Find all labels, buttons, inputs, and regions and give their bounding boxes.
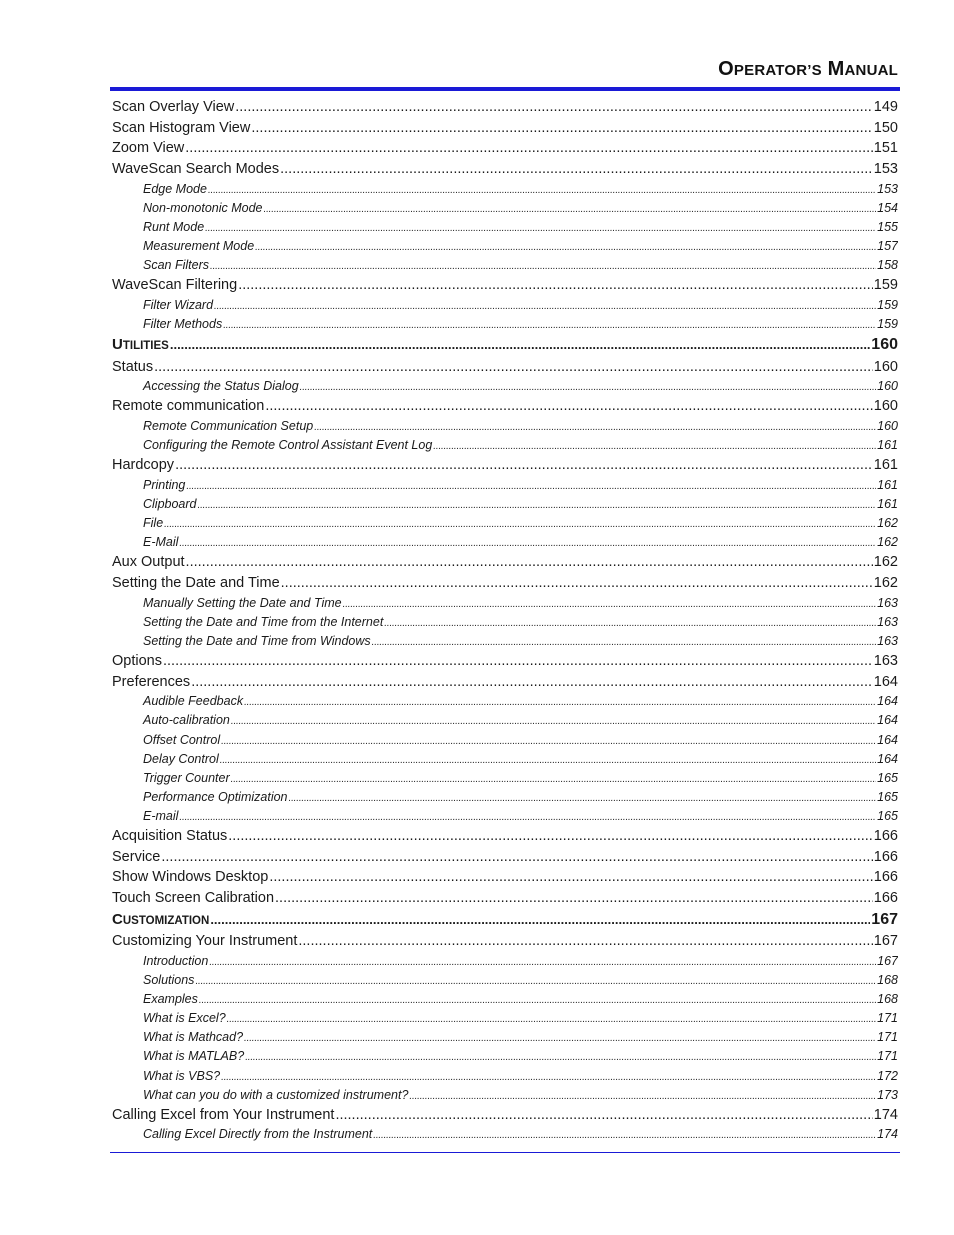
toc-page-number: 150 [873,119,898,136]
toc-subsection-entry[interactable] [112,731,898,750]
toc-page-number: 160 [877,379,898,394]
toc-leader-dots [179,534,876,552]
toc-section-entry[interactable] [112,826,898,847]
toc-leader-dots [265,396,872,417]
toc-section-entry[interactable] [112,847,898,868]
toc-leader-dots [280,159,873,180]
toc-subsection-entry[interactable] [112,990,898,1009]
toc-leader-dots [209,953,876,971]
toc-entry-title: Offset Control [143,732,221,747]
toc-leader-dots [214,297,876,315]
toc-entry-title: Remote communication [112,398,265,415]
toc-entry-title: Setting the Date and Time [112,575,280,591]
toc-page-number: 171 [877,1049,898,1064]
toc-entry-title: Manually Setting the Date and Time [143,595,342,610]
toc-leader-dots [235,97,873,118]
toc-entry-title: Runt Mode [143,219,205,234]
toc-section-entry[interactable] [112,931,898,952]
toc-leader-dots [161,847,872,868]
toc-subsection-entry[interactable] [112,1125,898,1144]
toc-page-number: 153 [873,161,898,178]
toc-page-number: 160 [877,419,898,434]
toc-subsection-entry[interactable] [112,315,898,334]
toc-leader-dots [164,515,876,533]
toc-page-number: 173 [877,1087,898,1102]
toc-subsection-entry[interactable] [112,1028,898,1047]
toc-section-entry[interactable] [112,357,898,378]
toc-section-entry[interactable] [112,275,898,296]
toc-section-entry[interactable] [112,97,898,118]
toc-leader-dots [199,991,876,1009]
toc-leader-dots [198,496,877,514]
page-header-title [110,58,898,81]
toc-page-number: 149 [873,99,898,115]
toc-entry-title: Acquisition Status [112,828,228,844]
toc-leader-dots [238,275,873,296]
toc-page-number: 168 [877,973,898,988]
toc-entry-title: Auto-calibration [143,713,230,728]
toc-subsection-entry[interactable] [112,1067,898,1086]
toc-chapter-entry[interactable] [112,334,898,357]
toc-leader-dots [275,888,873,909]
toc-leader-dots [163,651,873,672]
toc-leader-dots [269,867,872,888]
header-title-part: PERATOR [733,62,808,79]
toc-subsection-entry[interactable] [112,632,898,651]
toc-leader-dots [210,909,870,932]
toc-section-entry[interactable] [112,552,898,573]
toc-leader-dots [195,972,876,990]
toc-section-entry[interactable] [112,651,898,672]
toc-subsection-entry[interactable] [112,256,898,275]
toc-page-number: 154 [877,200,898,215]
toc-page-number: 160 [873,358,898,375]
toc-entry-title: Scan Histogram View [112,119,251,136]
toc-page-number: 162 [873,575,898,591]
toc-subsection-entry[interactable] [112,417,898,436]
toc-section-entry[interactable] [112,672,898,693]
toc-page-number: 165 [877,789,898,804]
toc-entry-title: What is VBS? [143,1068,221,1083]
toc-page-number: 174 [873,1106,898,1123]
toc-page-number: 162 [877,535,898,550]
toc-entry-title: Audible Feedback [143,694,244,709]
toc-leader-dots [191,672,873,693]
toc-entry-title: Edge Mode [143,181,207,196]
toc-leader-dots [409,1087,876,1105]
toc-leader-dots [300,378,877,396]
toc-leader-dots [244,1029,876,1047]
toc-leader-dots [244,693,876,711]
toc-page-number: 164 [873,673,898,690]
toc-entry-title: What can you do with a customized instrument? [143,1087,409,1102]
toc-page-number: 155 [877,219,898,234]
toc-page-number: 160 [871,336,898,354]
toc-leader-dots [228,826,873,847]
toc-section-entry[interactable] [112,455,898,476]
toc-leader-dots [343,595,877,613]
toc-page-number: 159 [877,297,898,312]
toc-entry-title: Customizing Your Instrument [112,933,298,950]
toc-subsection-entry[interactable] [112,296,898,315]
footer-rule [110,1152,900,1153]
toc-page-number: 167 [873,933,898,950]
toc-subsection-entry[interactable] [112,237,898,256]
toc-subsection-entry[interactable] [112,495,898,514]
toc-entry-title: Solutions [143,973,195,988]
toc-entry-title: Measurement Mode [143,239,255,254]
toc-page-number: 172 [877,1068,898,1083]
toc-subsection-entry[interactable] [112,594,898,613]
toc-subsection-entry[interactable] [112,613,898,632]
toc-entry-title: What is Excel? [143,1011,226,1026]
toc-leader-dots [186,477,876,495]
header-title-part: ANUAL [844,62,898,79]
toc-entry-title: E-mail [143,808,179,823]
toc-subsection-entry[interactable] [112,788,898,807]
toc-leader-dots [186,552,873,573]
toc-leader-dots [220,751,876,769]
toc-page-number: 168 [877,992,898,1007]
toc-page-number: 174 [877,1127,898,1142]
toc-page-number: 162 [873,554,898,571]
toc-page-number: 164 [877,751,898,766]
toc-page-number: 157 [877,239,898,254]
toc-section-entry[interactable] [112,138,898,159]
toc-subsection-entry[interactable] [112,807,898,826]
toc-leader-dots [154,357,873,378]
toc-entry-title: Calling Excel from Your Instrument [112,1106,335,1123]
header-title-part: ’ [807,62,812,79]
toc-entry-title: Status [112,358,154,375]
toc-section-entry[interactable] [112,396,898,417]
header-title-part: O [718,58,734,80]
toc-entry-title: Examples [143,992,198,1007]
toc-leader-dots [373,1126,876,1144]
toc-subsection-entry[interactable] [112,514,898,533]
toc-entry-title: Introduction [143,953,209,968]
header-title-part: S [811,62,822,79]
toc-leader-dots [185,138,873,159]
toc-entry-title: Touch Screen Calibration [112,890,275,907]
toc-leader-dots [175,455,873,476]
toc-page-number: 153 [877,181,898,196]
toc-entry-title: Service [112,848,161,865]
toc-subsection-entry[interactable] [112,476,898,495]
toc-leader-dots [335,1105,872,1126]
toc-leader-dots [223,316,876,334]
toc-page-number: 164 [877,694,898,709]
toc-entry-title: Scan Filters [143,258,209,273]
toc-entry-title: Setting the Date and Time from Windows [143,633,371,648]
toc-leader-dots [298,931,872,952]
toc-subsection-entry[interactable] [112,692,898,711]
header-rule [110,87,900,91]
toc-entry-title: Aux Output [112,554,185,571]
toc-entry-title: Calling Excel Directly from the Instrument [143,1127,373,1142]
header-title-part: M [827,58,845,80]
toc-leader-dots [433,437,876,455]
toc-entry-title: What is MATLAB? [143,1049,245,1064]
toc-section-entry[interactable] [112,888,898,909]
toc-leader-dots [227,1010,876,1028]
toc-page-number: 161 [877,477,898,492]
toc-leader-dots [281,573,873,594]
toc-section-entry[interactable] [112,867,898,888]
toc-entry-title: Filter Wizard [143,297,214,312]
toc-subsection-entry[interactable] [112,377,898,396]
toc-leader-dots [255,238,876,256]
toc-page-number: 162 [877,516,898,531]
toc-page-number: 164 [877,713,898,728]
toc-page-number: 166 [873,828,898,844]
toc-entry-title: E-Mail [143,535,179,550]
toc-leader-dots [208,181,876,199]
toc-entry-title: Filter Methods [143,317,223,331]
toc-entry-title: File [143,516,164,531]
toc-page-number: 158 [877,258,898,273]
table-of-contents [112,97,898,1144]
toc-entry-title: Hardcopy [112,457,175,474]
toc-chapter-entry[interactable] [112,909,898,932]
toc-subsection-entry[interactable] [112,436,898,455]
toc-subsection-entry[interactable] [112,533,898,552]
toc-page-number: 164 [877,732,898,747]
toc-entry-title: Remote Communication Setup [143,419,314,434]
toc-subsection-entry[interactable] [112,750,898,769]
toc-page-number: 151 [873,140,898,157]
toc-section-entry[interactable] [112,118,898,139]
toc-subsection-entry[interactable] [112,218,898,237]
toc-page-number: 171 [877,1030,898,1045]
toc-entry-title: Zoom View [112,140,185,157]
toc-entry-title: UTILITIES [112,336,169,354]
toc-page-number: 160 [873,398,898,415]
toc-subsection-entry[interactable] [112,1009,898,1028]
toc-leader-dots [245,1048,876,1066]
toc-section-entry[interactable] [112,159,898,180]
toc-leader-dots [314,418,876,436]
toc-entry-title: Accessing the Status Dialog [143,379,299,394]
toc-entry-title: Trigger Counter [143,770,230,785]
toc-subsection-entry[interactable] [112,199,898,218]
toc-leader-dots [289,789,877,807]
toc-leader-dots [231,770,877,788]
toc-entry-title: Clipboard [143,497,197,512]
toc-leader-dots [179,808,876,826]
toc-leader-dots [221,732,876,750]
toc-subsection-entry[interactable] [112,711,898,730]
toc-page-number: 166 [873,890,898,907]
toc-page-number: 161 [873,457,898,474]
toc-page-number: 163 [877,595,898,610]
toc-page-number: 165 [877,808,898,823]
toc-leader-dots [251,118,872,139]
toc-entry-title: Performance Optimization [143,789,288,804]
toc-page-number: 159 [877,317,898,331]
toc-page-number: 163 [873,652,898,669]
toc-entry-title: Delay Control [143,751,219,766]
toc-page-number: 167 [871,910,898,928]
toc-entry-title: Setting the Date and Time from the Internet [143,614,384,629]
toc-leader-dots [384,614,876,632]
toc-subsection-entry[interactable] [112,952,898,971]
toc-page-number: 166 [873,848,898,865]
toc-subsection-entry[interactable] [112,180,898,199]
toc-page-number: 165 [877,770,898,785]
toc-section-entry[interactable] [112,1105,898,1126]
toc-entry-title: WaveScan Filtering [112,277,238,294]
toc-page-number: 159 [873,277,898,294]
toc-leader-dots [221,1068,876,1086]
toc-entry-title: Printing [143,477,186,492]
toc-leader-dots [231,712,876,730]
toc-subsection-entry[interactable] [112,971,898,990]
toc-entry-title: Show Windows Desktop [112,869,269,886]
toc-subsection-entry[interactable] [112,1086,898,1105]
toc-entry-title: Non-monotonic Mode [143,200,263,215]
toc-entry-title: Preferences [112,673,191,690]
toc-entry-title: WaveScan Search Modes [112,161,280,178]
toc-page-number: 163 [877,614,898,629]
toc-page-number: 166 [873,869,898,886]
toc-entry-title: Scan Overlay View [112,99,235,115]
toc-entry-title: What is Mathcad? [143,1030,244,1045]
toc-leader-dots [210,257,876,275]
toc-leader-dots [170,334,870,357]
toc-leader-dots [264,200,877,218]
toc-entry-title: Configuring the Remote Control Assistant Event Log [143,438,433,453]
toc-page-number: 163 [877,633,898,648]
toc-subsection-entry[interactable] [112,1047,898,1066]
toc-page-number: 161 [877,497,898,512]
toc-section-entry[interactable] [112,573,898,594]
toc-leader-dots [205,219,876,237]
toc-subsection-entry[interactable] [112,769,898,788]
toc-page-number: 167 [877,953,898,968]
toc-leader-dots [372,633,876,651]
toc-page-number: 161 [877,438,898,453]
toc-page-number: 171 [877,1011,898,1026]
toc-entry-title: CUSTOMIZATION [112,910,210,928]
toc-entry-title: Options [112,652,162,669]
